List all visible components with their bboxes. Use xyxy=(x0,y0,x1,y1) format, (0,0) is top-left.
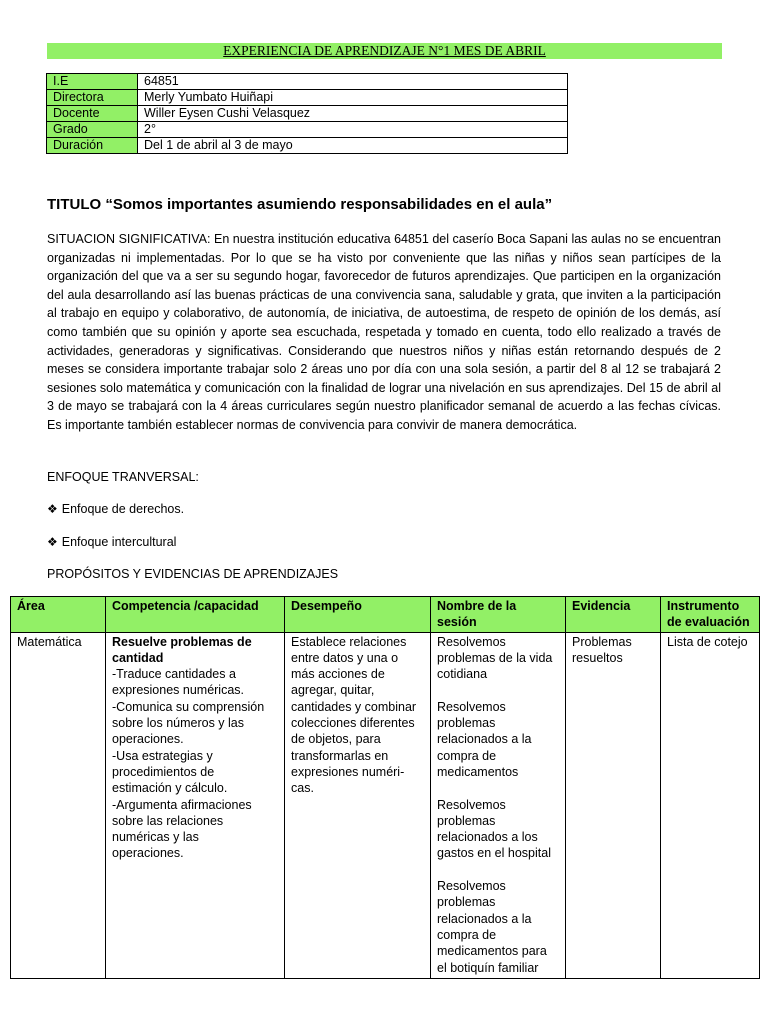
enfoque-heading: ENFOQUE TRANVERSAL: xyxy=(47,470,199,484)
bullet-item xyxy=(47,535,176,549)
situacion-significativa: SITUACION SIGNIFICATIVA: En nuestra institución educativa 64851 del caserío Boca Sapani las aulas no se encuentran organizadas ni implementadas. Por lo que se ha visto por conveniente que las niñas y niños sean partícipes de la organización del que va a ser su segundo hogar, favorecedor de futuros aprendizajes. Que participen en la organización del aula desarrollando así las buenas prácticas de una convivencia sana, saludable y grata, que inviten a la participación al trabajo en equipo y colaborativo, de autonomía, de iniciativa, de autoestima, de respeto de opinión de los demás, así como también que su opinión y aporte sea escuchada, respetada y tomado en cuenta, todo ello realizado a través de actividades, generadoras y significativas. Considerando que nuestros niños y niñas están retornando después de 2 meses se considera importante trabajar solo 2 áreas uno por día con una sola sesión, a partir del 8 al 12 se trabajará 2 sesiones solo matemática y comunicación con la finalidad de lograr una nivelación en sus aprendizajes. Del 15 de abril al 3 de mayo se trabajará con la 4 áreas curriculares según nuestro planificador semanal de acuerdo a las fechas cívicas. Es importante también establecer normas de convivencia para convivir de manera democrática. xyxy=(47,232,721,432)
info-row xyxy=(47,122,568,138)
sesion-line xyxy=(437,780,559,796)
info-table xyxy=(46,73,568,154)
sesion-line: medicamentos para xyxy=(437,944,547,959)
sesion-line: medicamentos xyxy=(437,764,519,779)
info-value: 2° xyxy=(138,122,568,138)
sesion-line: problemas xyxy=(437,895,496,910)
col-header: Nombre de la sesión xyxy=(431,597,566,633)
sesion-line: Resolvemos xyxy=(437,634,506,649)
info-row xyxy=(47,74,568,90)
sesion-line: compra de xyxy=(437,748,497,763)
page-title: TITULO “Somos importantes asumiendo responsabilidades en el aula” xyxy=(47,196,553,213)
propositos-table xyxy=(10,596,760,979)
sesion-line: compra de xyxy=(437,927,497,942)
sesion-line: el botiquín familiar xyxy=(437,960,539,975)
info-label: I.E xyxy=(47,74,138,90)
col-header: Evidencia xyxy=(566,597,661,633)
diamond-bullet-icon: ❖ xyxy=(47,535,58,549)
sesion-line xyxy=(437,862,559,878)
table-header-row xyxy=(11,597,760,633)
info-label: Directora xyxy=(47,90,138,106)
desempeno-line: Establece relaciones xyxy=(291,634,407,649)
info-value: Merly Yumbato Huiñapi xyxy=(138,90,568,106)
cell-evidencia xyxy=(566,632,661,978)
competencia-line: operaciones. xyxy=(112,732,184,747)
competencia-line: -Traduce cantidades a xyxy=(112,667,236,682)
competencia-line: estimación y cálculo. xyxy=(112,781,228,796)
info-row xyxy=(47,90,568,106)
sesion-line: problemas xyxy=(437,716,496,731)
info-label: Grado xyxy=(47,122,138,138)
evidencia-line: resueltos xyxy=(572,650,623,665)
table-row xyxy=(11,632,760,978)
sesion-line xyxy=(437,682,559,698)
info-row xyxy=(47,106,568,122)
info-value: 64851 xyxy=(138,74,568,90)
desempeno-line: cantidades y combinar xyxy=(291,699,417,714)
info-label: Duración xyxy=(47,138,138,154)
competencia-line: sobre las relaciones xyxy=(112,813,224,828)
sesion-line: relacionados a los xyxy=(437,830,538,845)
col-header: Desempeño xyxy=(285,597,431,633)
cell-competencia xyxy=(106,632,285,978)
info-label: Docente xyxy=(47,106,138,122)
desempeno-line: transformarlas en xyxy=(291,748,389,763)
desempeno-line: colecciones diferentes xyxy=(291,716,415,731)
cell-desempeno xyxy=(285,632,431,978)
desempeno-line: entre datos y una o xyxy=(291,650,399,665)
col-header: Área xyxy=(11,597,106,633)
competencia-line: -Comunica su comprensión xyxy=(112,699,265,714)
evidencia-line: Problemas xyxy=(572,634,632,649)
cell-area: Matemática xyxy=(11,632,106,978)
sesion-line: problemas xyxy=(437,813,496,828)
info-row xyxy=(47,138,568,154)
competencia-line: numéricas y las xyxy=(112,830,199,845)
competencia-line: -Argumenta afirmaciones xyxy=(112,797,252,812)
competencia-line: expresiones numéricas. xyxy=(112,683,245,698)
competencia-line: operaciones. xyxy=(112,846,184,861)
propositos-heading: PROPÓSITOS Y EVIDENCIAS DE APRENDIZAJES xyxy=(47,567,339,581)
sesion-line: relacionados a la xyxy=(437,732,532,747)
cell-instrumento: Lista de cotejo xyxy=(661,632,760,978)
info-value: Willer Eysen Cushi Velasquez xyxy=(138,106,568,122)
desempeno-line: cas. xyxy=(291,781,314,796)
desempeno-line: expresiones numéri- xyxy=(291,764,405,779)
sesion-line: Resolvemos xyxy=(437,699,506,714)
bullet-text: Enfoque de derechos. xyxy=(61,502,185,516)
desempeno-line: agregar, quitar, xyxy=(291,683,375,698)
col-header: Competencia /capacidad xyxy=(106,597,285,633)
competencia-title-line: cantidad xyxy=(112,650,164,665)
desempeno-line: más acciones de xyxy=(291,667,385,682)
bullet-item xyxy=(47,502,184,516)
sesion-line: problemas de la vida xyxy=(437,650,553,665)
competencia-line: procedimientos de xyxy=(112,764,215,779)
desempeno-line: de objetos, para xyxy=(291,732,381,747)
sesion-line: cotidiana xyxy=(437,667,488,682)
competencia-line: -Usa estrategias y xyxy=(112,748,213,763)
experience-banner: EXPERIENCIA DE APRENDIZAJE N°1 MES DE ABRIL xyxy=(47,43,722,59)
competencia-title-line: Resuelve problemas de xyxy=(112,634,252,649)
sesion-line: gastos en el hospital xyxy=(437,846,551,861)
info-value: Del 1 de abril al 3 de mayo xyxy=(138,138,568,154)
bullet-text: Enfoque intercultural xyxy=(61,535,177,549)
cell-sesion xyxy=(431,632,566,978)
sesion-line: relacionados a la xyxy=(437,911,532,926)
sesion-line: Resolvemos xyxy=(437,797,506,812)
col-header: Instrumento de evaluación xyxy=(661,597,760,633)
competencia-line: sobre los números y las xyxy=(112,716,245,731)
diamond-bullet-icon: ❖ xyxy=(47,502,58,516)
sesion-line: Resolvemos xyxy=(437,879,506,894)
